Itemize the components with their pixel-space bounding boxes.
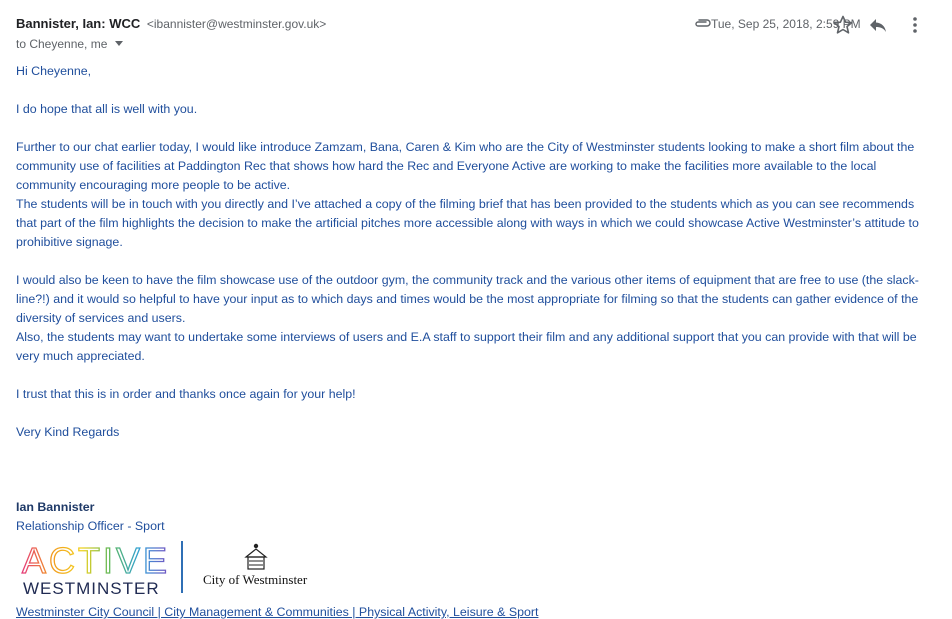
sender-line bbox=[16, 16, 326, 31]
logo-active-text: ACTIVE bbox=[22, 540, 171, 581]
more-vert-icon[interactable] bbox=[912, 16, 918, 34]
recipients-dropdown[interactable] bbox=[16, 37, 123, 51]
active-westminster-logo bbox=[22, 540, 170, 598]
paperclip-icon bbox=[694, 17, 712, 29]
logo-westminster-text: WESTMINSTER bbox=[23, 579, 160, 598]
paragraph-2: Further to our chat earlier today, I would like introduce Zamzam, Bana, Caren & Kim who are the City of Westminster students looking to make a short film about the community use of facilities at Paddington Rec that shows how hard the Rec and Everyone Active are working to make the facilities more available to the local community encouraging more people to be active. bbox=[16, 140, 915, 192]
logo-divider bbox=[181, 541, 183, 593]
email-body bbox=[16, 62, 934, 442]
paragraph-5: Also, the students may want to undertake some interviews of users and E.A staff to support their film and any additional support that you can provide with that will be very much appreciated. bbox=[16, 330, 917, 363]
closing: Very Kind Regards bbox=[16, 425, 120, 439]
message-meta bbox=[692, 16, 952, 36]
sender-email: <ibannister@westminster.gov.uk> bbox=[146, 17, 327, 31]
signature-name: Ian Bannister bbox=[16, 500, 95, 514]
paragraph-6: I trust that this is in order and thanks once again for your help! bbox=[16, 387, 356, 401]
greeting: Hi Cheyenne, bbox=[16, 64, 92, 78]
signature-logos bbox=[20, 539, 320, 601]
chevron-down-icon[interactable] bbox=[115, 41, 123, 46]
paragraph-3: The students will be in touch with you directly and I’ve attached a copy of the filming brief that has been provided to the students which as you can see recommends that part of the film highlights the decision to make the artificial pitches more accessible along with ways in which we could showcase Active Westminster’s attitude to prohibitive signage. bbox=[16, 197, 919, 249]
crest-icon bbox=[246, 544, 266, 569]
signature-title: Relationship Officer - Sport bbox=[16, 519, 165, 533]
reply-icon[interactable] bbox=[868, 16, 888, 34]
logo-city-text: City of Westminster bbox=[203, 572, 308, 587]
message-date: Tue, Sep 25, 2018, 2:59 PM bbox=[711, 17, 861, 31]
email-header bbox=[16, 16, 952, 56]
paragraph-4: I would also be keen to have the film showcase use of the outdoor gym, the community track and the various other items of equipment that are free to use (the slack-line?!) and it would so helpful to have your input as to which days and times would be the most appropriate for filming so that the students can gather evidence of the diversity of services and users. bbox=[16, 273, 919, 325]
recipients-label: to Cheyenne, me bbox=[16, 37, 108, 51]
star-icon[interactable] bbox=[833, 15, 853, 35]
sender-name[interactable]: Bannister, Ian: WCC bbox=[16, 16, 141, 31]
paragraph-1: I do hope that all is well with you. bbox=[16, 102, 198, 116]
city-of-westminster-logo bbox=[203, 544, 308, 587]
signature-footer: Westminster City Council | City Management & Communities | Physical Activity, Leisure & Sport bbox=[16, 605, 539, 619]
